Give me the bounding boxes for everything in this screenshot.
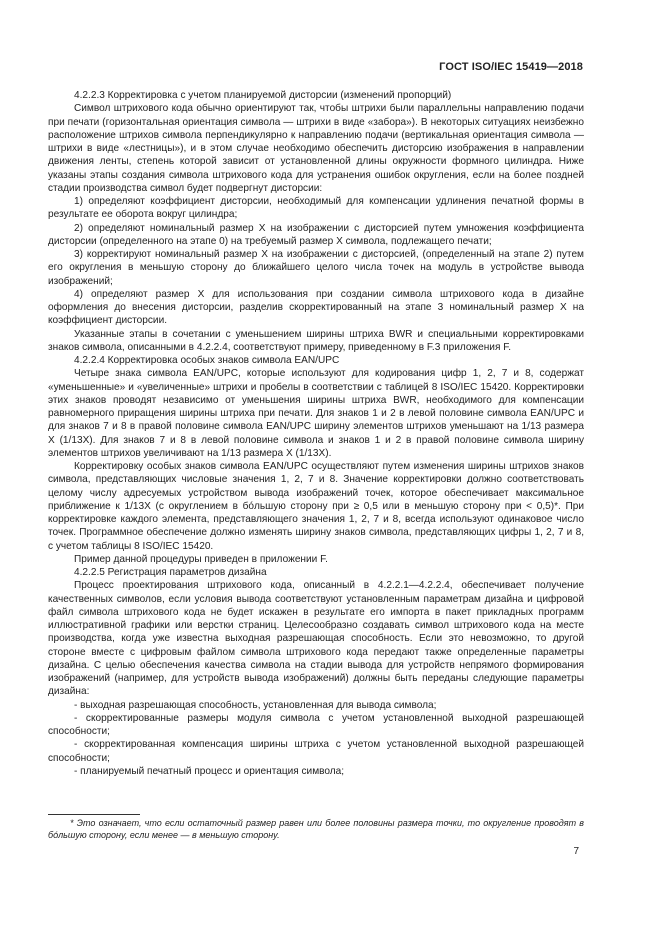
paragraph: Процесс проектирования штрихового кода, описанный в 4.2.2.1—4.2.2.4, обеспечивает получение качественных символов, если условия вывода соответствуют установленным параметрам дизайна и цифровой файл символа штрихового кода не будет искажен в результате его импорта в пакет прикладных программ иллюстративной графики или верстки страниц. Целесообразно создавать символ штрихового кода на месте производства, когда уже известна выходная разрешающая способность. Если это невозможно, то другой стороне вместе с цифровым файлом символа штрихового кода передают также определенные параметры дизайна. С целью обеспечения качества символа на стадии вывода для устройств непрямого формирования изображений (например, для устройств вывода изображений) должны быть переданы следующие параметры дизайна: — [48, 580, 584, 698]
list-item: - скорректированные размеры модуля символа с учетом установленной выходной разрешающей способности; — [48, 712, 584, 737]
section-heading: 4.2.2.4 Корректировка особых знаков символа EAN/UPC — [74, 355, 340, 366]
paragraph: Четыре знака символа EAN/UPC, которые используют для кодирования цифр 1, 2, 7 и 8, содержат «уменьшенные» и «увеличенные» штрихи и пробелы в соответствии с таблицей 8 ISO/IEC 15420. Корректировки этих знаков проводят независимо от уменьшения ширины штриха BWR, необходимого для компенсации равномерного приращения ширины штриха при печати. Для знаков 1 и 2 в левой половине символа EAN/UPC и для знаков 7 и 8 в правой половине символа EAN/UPC ширину элементов штрихов уменьшают на 1/13 размера X (1/13X). Для знаков 7 и 8 в левой половине символа и знаков 1 и 2 в правой половине символа ширину элементов штрихов увеличивают на 1/13 размера X (1/13X). — [48, 368, 584, 459]
list-item: 1) определяют коэффициент дисторсии, необходимый для компенсации удлинения печатной формы в результате ее оборота вокруг цилиндра; — [48, 196, 584, 221]
paragraph: Символ штрихового кода обычно ориентируют так, чтобы штрихи были параллельны направлению подачи при печати (горизонтальная ориентация символа — штрихи в виде «забора»). В некоторых ситуациях неизбежно расположение штрихов символа перпендикулярно к направлению подачи (вертикальная ориентация символа — штрихи в виде «лестницы»), и в этом случае необходимо обеспечить дисторсию изображения в направлении движения ленты, степень которой зависит от установленной длины окружности формного цилиндра. Ниже указаны этапы создания символа штрихового кода для устранения ошибок округления, если на более поздней стадии производства символ будет подвергнут дисторсии: — [48, 103, 584, 194]
section-heading: 4.2.2.3 Корректировка с учетом планируемой дисторсии (изменений пропорций) — [74, 90, 452, 101]
list-item: - скорректированная компенсация ширины штриха с учетом установленной выходной разрешающей способности; — [48, 739, 584, 764]
footnote-text: * Это означает, что если остаточный размер равен или более половины размера точки, то округление проводят в бóльшую сторону, если менее — в меньшую сторону. — [48, 818, 584, 840]
paragraph: Корректировку особых знаков символа EAN/UPC осуществляют путем изменения ширины штрихов знаков символа, представляющих числовые значения 1, 2, 7 и 8. Значение корректировки должно соответствовать целому числу адресуемых устройством вывода изображений точек, которое обеспечивает максимальное приближение к 1/13X (с округлением в бóльшую сторону при ≥ 0,5 или в меньшую сторону при < 0,5)*. При корректировке каждого элемента, представляющего значения 1, 2, 7 и 8, всегда используют одинаковое число точек. Программное обеспечение должно изменять ширину знаков символа, представляющих цифры 1, 2, 7 и 8, с учетом таблицы 8 ISO/IEC 15420. — [48, 461, 584, 552]
footnote-divider — [48, 814, 140, 815]
section-heading: 4.2.2.5 Регистрация параметров дизайна — [74, 567, 267, 578]
list-item: 3) корректируют номинальный размер X на изображении с дисторсией, (определенный на этапе 2) путем его округления в меньшую сторону до ближайшего целого числа точек на модуль в устройстве вывода изображений; — [48, 249, 584, 287]
list-item: 4) определяют размер X для использования при создании символа штрихового кода в дизайне оформления до внесения дисторсии, разделив скорректированный на этапе 3 номинальный размер X на коэффициент дисторсии. — [48, 288, 584, 327]
document-header: ГОСТ ISO/IEC 15419—2018 — [439, 61, 583, 73]
paragraph: Указанные этапы в сочетании с уменьшением ширины штриха BWR и специальными корректировками знаков символа, описанными в 4.2.2.4, соответствуют примеру, приведенному в F.3 приложения F. — [48, 328, 584, 353]
footnote — [48, 817, 584, 841]
paragraph: Пример данной процедуры приведен в приложении F. — [74, 553, 328, 565]
list-item: 2) определяют номинальный размер X на изображении с дисторсией путем умножения коэффициента дисторсии (определенного на этапе 0) на требуемый размер X символа, подлежащего печати; — [48, 222, 584, 247]
page-number: 7 — [573, 846, 579, 857]
body-text — [48, 89, 584, 778]
list-item: - планируемый печатный процесс и ориентация символа; — [74, 765, 345, 777]
list-item: - выходная разрешающая способность, установленная для вывода символа; — [74, 699, 437, 711]
